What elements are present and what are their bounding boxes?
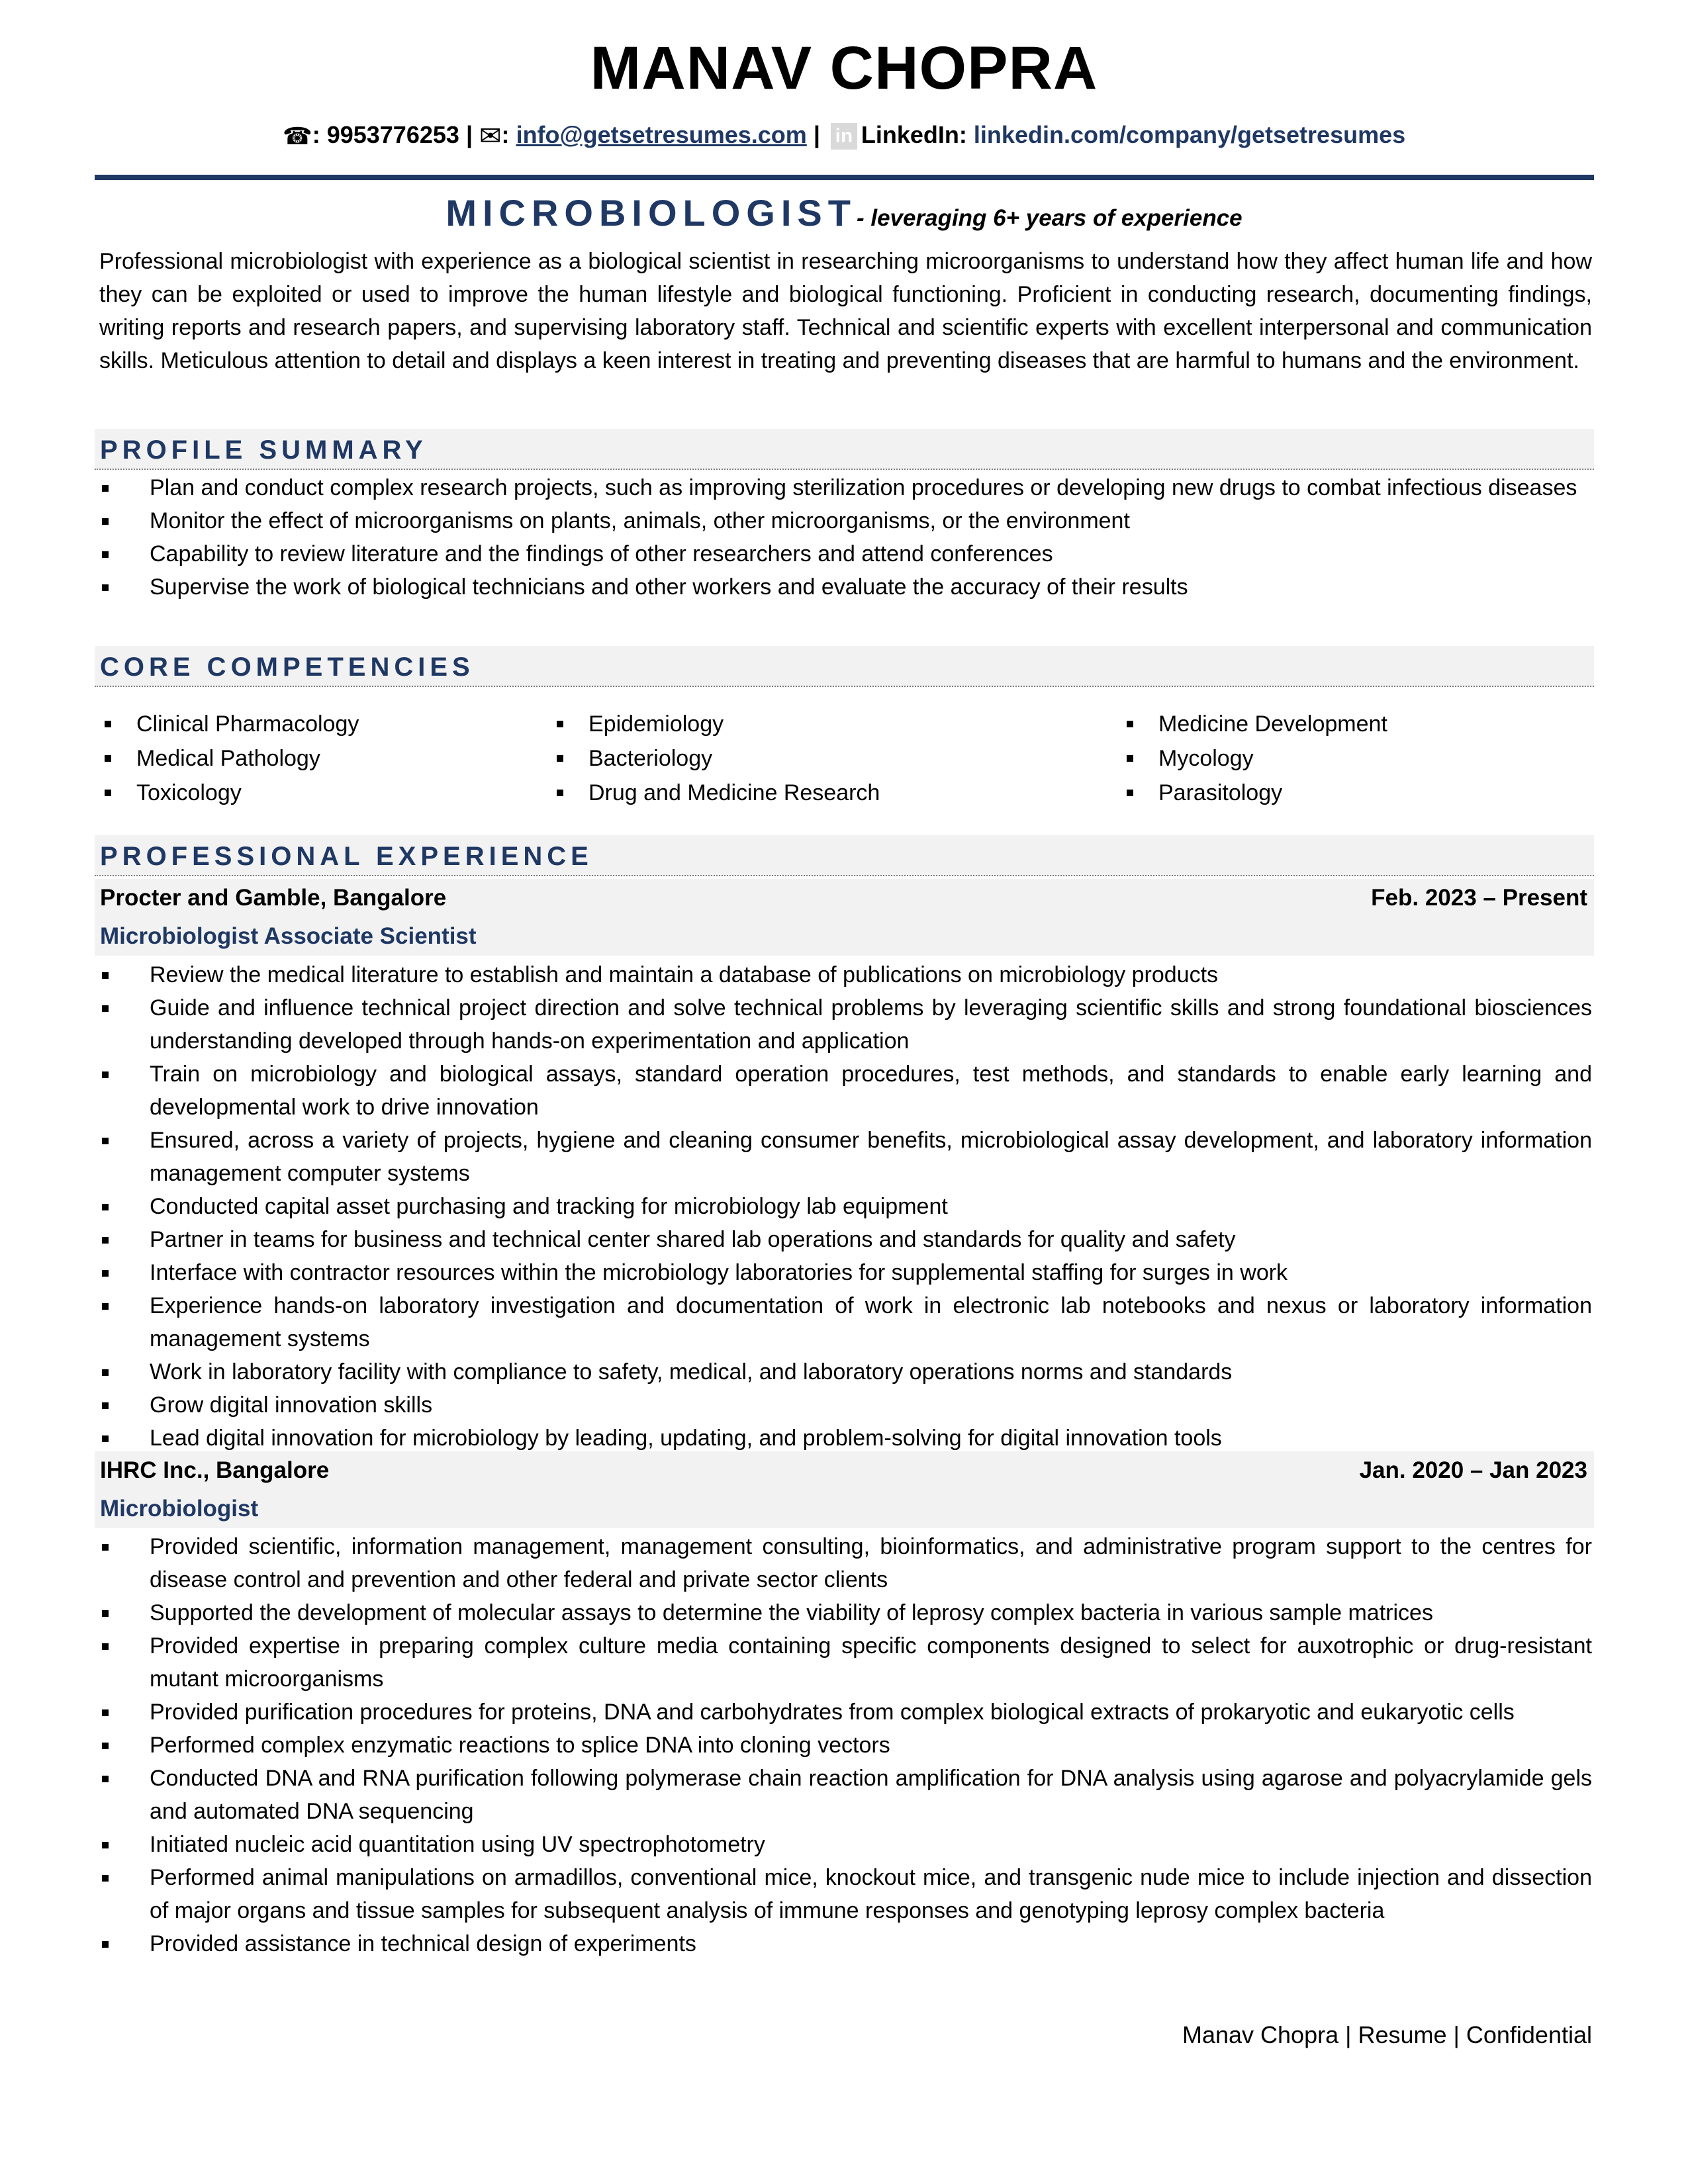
- list-item: Initiated nucleic acid quantitation using UV spectrophotometry: [99, 1828, 1592, 1861]
- phone-icon: ☎: [282, 122, 312, 150]
- list-item: Interface with contractor resources within the microbiology laboratories for supplemental staffing for surges in work: [99, 1256, 1592, 1289]
- headline-tagline: - leveraging 6+ years of experience: [856, 205, 1243, 231]
- header-rule: [95, 175, 1594, 180]
- job-role: Microbiologist: [100, 1496, 259, 1522]
- list-item: Conducted DNA and RNA purification following polymerase chain reaction amplification for DNA analysis using agarose and polyacrylamide gels and automated DNA sequencing: [99, 1762, 1592, 1828]
- competency-item: Bacteriology: [551, 741, 880, 776]
- candidate-name: MANAV CHOPRA: [590, 34, 1098, 102]
- competency-item: Toxicology: [99, 776, 359, 810]
- competency-item: Medicine Development: [1121, 707, 1387, 741]
- job-duties-list: [99, 1530, 1592, 1960]
- competency-item: Medical Pathology: [99, 741, 359, 776]
- contact-line: [0, 116, 1688, 155]
- contact-separator: |: [813, 121, 820, 148]
- list-item: Grow digital innovation skills: [99, 1388, 1592, 1422]
- list-item: Lead digital innovation for microbiology by leading, updating, and problem-solving for digital innovation tools: [99, 1422, 1592, 1455]
- list-item: Partner in teams for business and technical center shared lab operations and standards for quality and safety: [99, 1223, 1592, 1256]
- list-item: Experience hands-on laboratory investigation and documentation of work in electronic lab notebooks and nexus or laboratory information management systems: [99, 1289, 1592, 1355]
- page-footer: Manav Chopra | Resume | Confidential: [1182, 2021, 1592, 2048]
- list-item: Supervise the work of biological technicians and other workers and evaluate the accuracy of their results: [99, 570, 1592, 604]
- list-item: Conducted capital asset purchasing and tracking for microbiology lab equipment: [99, 1190, 1592, 1223]
- profile-summary-list: [99, 471, 1592, 604]
- company-name: IHRC Inc., Bangalore: [100, 1457, 330, 1483]
- phone-number: : 9953776253: [312, 121, 459, 148]
- headline: [0, 187, 1688, 250]
- list-item: Ensured, across a variety of projects, hygiene and cleaning consumer benefits, microbiological assay development, and laboratory information management computer systems: [99, 1124, 1592, 1190]
- section-professional-experience: [95, 835, 1594, 876]
- job-role-row: [95, 1490, 1594, 1528]
- list-item: Supported the development of molecular assays to determine the viability of leprosy complex bacteria in various sample matrices: [99, 1596, 1592, 1629]
- list-item: Guide and influence technical project direction and solve technical problems by leveraging scientific skills and strong foundational biosciences understanding developed through hands-on experimentation and application: [99, 991, 1592, 1058]
- competency-item: Mycology: [1121, 741, 1387, 776]
- job-header: [95, 879, 1594, 917]
- job-header: [95, 1451, 1594, 1490]
- company-name: Procter and Gamble, Bangalore: [100, 885, 447, 911]
- list-item: Monitor the effect of microorganisms on plants, animals, other microorganisms, or the environment: [99, 504, 1592, 537]
- list-item: Performed animal manipulations on armadillos, conventional mice, knockout mice, and transgenic nude mice to include injection and dissection of major organs and tissue samples for subsequent analysis of immune responses and genotyping leprosy complex bacteria: [99, 1861, 1592, 1927]
- competency-column-1: [99, 707, 359, 810]
- list-item: Provided scientific, information management, management consulting, bioinformatics, and administrative program support to the centres for disease control and prevention and other federal and private sector clients: [99, 1530, 1592, 1596]
- intro-paragraph: Professional microbiologist with experience as a biological scientist in researching microorganisms to understand how they affect human life and how they can be exploited or used to improve the human lifestyle and biological functioning. Proficient in conducting research, documenting findings, writing reports and research papers, and supervising laboratory staff. Technical and scientific experts with excellent interpersonal and communication skills. Meticulous attention to detail and displays a keen interest in treating and preventing diseases that are harmful to humans and the environment.: [99, 249, 1592, 373]
- competency-column-3: [1121, 707, 1387, 810]
- linkedin-label: LinkedIn:: [861, 121, 967, 148]
- email-link[interactable]: info@getsetresumes.com: [516, 121, 807, 148]
- list-item: Work in laboratory facility with compliance to safety, medical, and laboratory operations norms and standards: [99, 1355, 1592, 1388]
- list-item: Provided purification procedures for proteins, DNA and carbohydrates from complex biological extracts of prokaryotic and eukaryotic cells: [99, 1696, 1592, 1729]
- competency-item: Drug and Medicine Research: [551, 776, 880, 810]
- competency-column-2: [551, 707, 880, 810]
- job-dates: Jan. 2020 – Jan 2023: [1359, 1457, 1587, 1483]
- mail-icon: ✉: [479, 122, 502, 152]
- email-prefix: :: [501, 121, 510, 148]
- section-heading: PROFESSIONAL EXPERIENCE: [100, 842, 593, 871]
- competency-item: Epidemiology: [551, 707, 880, 741]
- list-item: Plan and conduct complex research projects, such as improving sterilization procedures or developing new drugs to combat infectious diseases: [99, 471, 1592, 504]
- list-item: Review the medical literature to establish and maintain a database of publications on microbiology products: [99, 958, 1592, 991]
- competency-item: Clinical Pharmacology: [99, 707, 359, 741]
- list-item: Performed complex enzymatic reactions to splice DNA into cloning vectors: [99, 1729, 1592, 1762]
- contact-separator: |: [465, 121, 473, 148]
- competency-item: Parasitology: [1121, 776, 1387, 810]
- linkedin-icon: in: [831, 123, 857, 150]
- job-dates: Feb. 2023 – Present: [1371, 885, 1587, 911]
- linkedin-link[interactable]: linkedin.com/company/getsetresumes: [973, 121, 1406, 148]
- job-title: MICROBIOLOGIST: [445, 192, 857, 234]
- list-item: Train on microbiology and biological assays, standard operation procedures, test methods, and standards to enable early learning and developmental work to drive innovation: [99, 1058, 1592, 1124]
- job-role-row: [95, 917, 1594, 956]
- section-heading: CORE COMPETENCIES: [100, 653, 475, 682]
- section-core-competencies: [95, 646, 1594, 687]
- list-item: Provided assistance in technical design of experiments: [99, 1927, 1592, 1960]
- job-role: Microbiologist Associate Scientist: [100, 923, 477, 949]
- job-duties-list: [99, 958, 1592, 1455]
- list-item: Capability to review literature and the findings of other researchers and attend conferences: [99, 537, 1592, 570]
- section-heading: PROFILE SUMMARY: [100, 435, 428, 465]
- list-item: Provided expertise in preparing complex culture media containing specific components designed to select for auxotrophic or drug-resistant mutant microorganisms: [99, 1629, 1592, 1696]
- section-profile-summary: [95, 429, 1594, 470]
